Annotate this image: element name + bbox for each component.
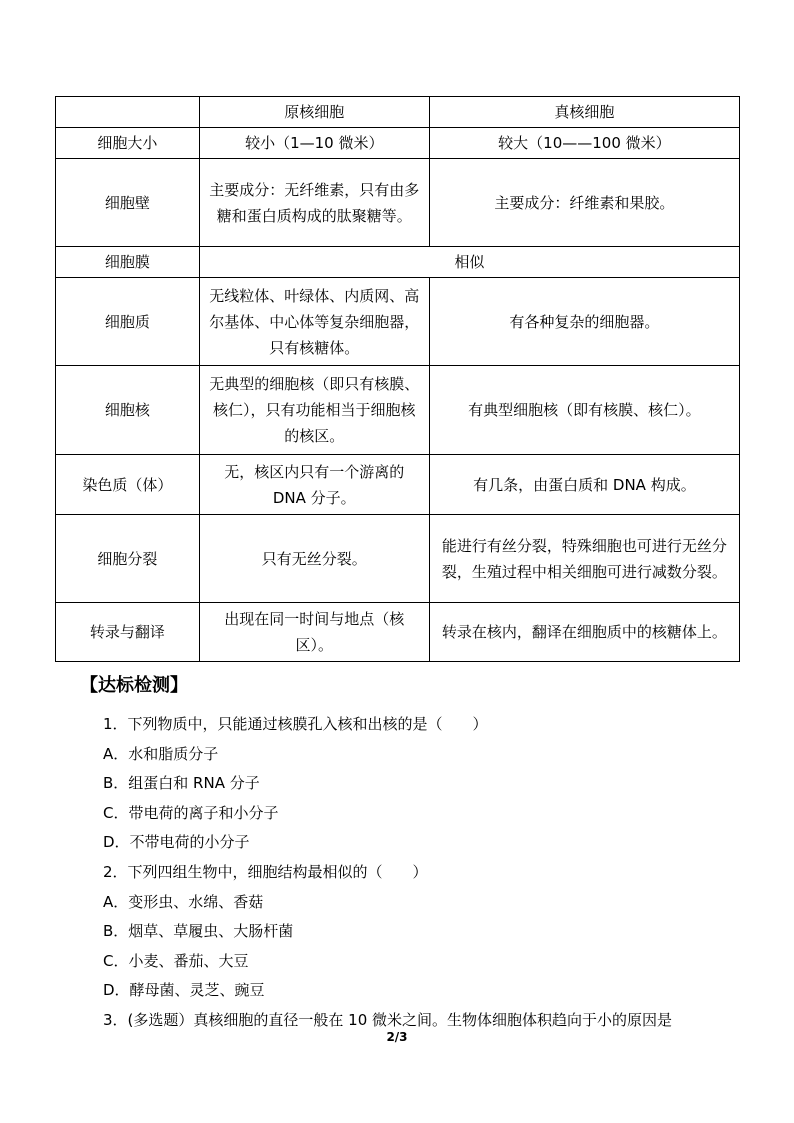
table-row xyxy=(56,247,740,278)
row-label: 细胞大小 xyxy=(56,128,200,159)
prokaryote-cell: 主要成分：无纤维素，只有由多糖和蛋白质构成的肽聚糖等。 xyxy=(199,159,429,247)
row-label: 细胞膜 xyxy=(56,247,200,278)
eukaryote-cell: 有几条，由蛋白质和 DNA 构成。 xyxy=(429,455,739,515)
question-1-option-c: C．带电荷的离子和小分子 xyxy=(103,803,279,822)
question-1-option-a: A．水和脂质分子 xyxy=(103,744,219,763)
table-row xyxy=(56,278,740,366)
row-label: 细胞分裂 xyxy=(56,515,200,603)
eukaryote-cell: 有各种复杂的细胞器。 xyxy=(429,278,739,366)
prokaryote-cell: 无，核区内只有一个游离的 DNA 分子。 xyxy=(199,455,429,515)
header-cell-eukaryote: 真核细胞 xyxy=(429,97,739,128)
table-row xyxy=(56,366,740,455)
header-cell-prokaryote: 原核细胞 xyxy=(199,97,429,128)
table-row xyxy=(56,159,740,247)
eukaryote-cell: 较大（10——100 微米） xyxy=(429,128,739,159)
prokaryote-cell: 出现在同一时间与地点（核区）。 xyxy=(199,603,429,662)
header-cell-empty xyxy=(56,97,200,128)
row-label: 细胞壁 xyxy=(56,159,200,247)
question-2-option-b: B．烟草、草履虫、大肠杆菌 xyxy=(103,922,294,941)
section-title: 【达标检测】 xyxy=(80,675,188,696)
question-2-option-a: A．变形虫、水绵、香菇 xyxy=(103,892,264,911)
question-1-option-b: B．组蛋白和 RNA 分子 xyxy=(103,774,260,793)
eukaryote-cell: 有典型细胞核（即有核膜、核仁）。 xyxy=(429,366,739,455)
table-row xyxy=(56,128,740,159)
comparison-table xyxy=(55,96,740,662)
prokaryote-cell: 无典型的细胞核（即只有核膜、核仁），只有功能相当于细胞核的核区。 xyxy=(199,366,429,455)
table-row xyxy=(56,603,740,662)
question-2-option-c: C．小麦、番茄、大豆 xyxy=(103,951,249,970)
table-row xyxy=(56,515,740,603)
merged-cell: 相似 xyxy=(199,247,739,278)
question-list xyxy=(103,710,743,1036)
prokaryote-cell: 无线粒体、叶绿体、内质网、高尔基体、中心体等复杂细胞器，只有核糖体。 xyxy=(199,278,429,366)
prokaryote-cell: 只有无丝分裂。 xyxy=(199,515,429,603)
question-1-stem: 1．下列物质中，只能通过核膜孔入核和出核的是（ ） xyxy=(103,715,488,733)
table-row xyxy=(56,455,740,515)
question-2-stem: 2．下列四组生物中，细胞结构最相似的（ ） xyxy=(103,862,428,881)
table-header-row xyxy=(56,97,740,128)
row-label: 细胞质 xyxy=(56,278,200,366)
question-3-stem: 3．(多选题）真核细胞的直径一般在 10 微米之间。生物体细胞体积趋向于小的原因是 xyxy=(103,1010,673,1029)
row-label: 染色质（体） xyxy=(56,455,200,515)
question-2-option-d: D．酵母菌、灵芝、豌豆 xyxy=(103,981,265,1000)
eukaryote-cell: 能进行有丝分裂，特殊细胞也可进行无丝分裂，生殖过程中相关细胞可进行减数分裂。 xyxy=(429,515,739,603)
eukaryote-cell: 转录在核内，翻译在细胞质中的核糖体上。 xyxy=(429,603,739,662)
row-label: 转录与翻译 xyxy=(56,603,200,662)
page-number: 2/3 xyxy=(386,1030,408,1044)
eukaryote-cell: 主要成分：纤维素和果胶。 xyxy=(429,159,739,247)
question-1-option-d: D．不带电荷的小分子 xyxy=(103,833,250,852)
row-label: 细胞核 xyxy=(56,366,200,455)
prokaryote-cell: 较小（1—10 微米） xyxy=(199,128,429,159)
